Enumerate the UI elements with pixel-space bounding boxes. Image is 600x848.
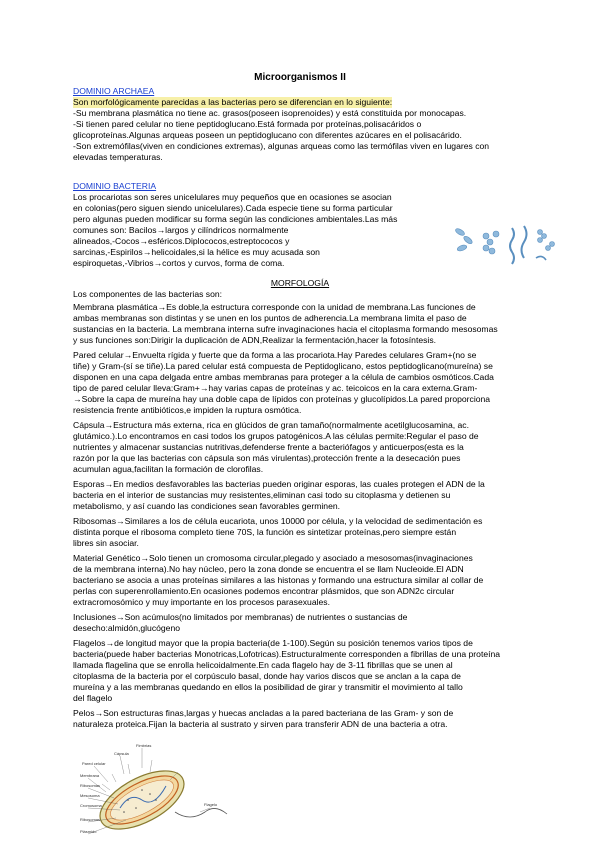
morfologia-line: desecho:almidón,glucógeno bbox=[73, 623, 181, 633]
figure-label: Flagelo bbox=[204, 802, 218, 807]
figure-label: Ribosomas bbox=[80, 783, 101, 788]
morfologia-line: →Sobre la capa de mureína hay una doble capa de lípidos con proteínas y glucolípidos.La pared proporciona bbox=[73, 394, 491, 404]
bacteria-line: alineados,-Cocos→esféricos.Diplococos,estreptococos y bbox=[73, 236, 290, 246]
morfologia-line: ambas membranas son distintas y se unen en los puntos de adherencia.La membrana limita el paso de bbox=[73, 313, 467, 323]
morfologia-line: glutámico.).Lo encontramos en casi todos los grupos patogénicos.A las células permite:Regular el paso de bbox=[73, 431, 479, 441]
archaea-heading[interactable]: DOMINIO ARCHAEA bbox=[73, 86, 155, 96]
morfologia-line: mureína y a las membranas quedando en ellos la posibilidad de girar y transmitir el movimiento al tallo bbox=[73, 682, 463, 692]
morfologia-line: naturaleza proteica.Fijan la bacteria al sustrato y sirven para transferir ADN de una bacteria a otra. bbox=[73, 719, 448, 729]
morfologia-line: disponen en una capa delgada entre ambas membranas para proteger a la célula de cambios osmóticos.Cada bbox=[73, 372, 494, 382]
morfologia-line: del flagelo bbox=[73, 693, 113, 703]
archaea-line: glicoproteínas.Algunas arqueas poseen un peptidoglucano con diferentes azúcares en el polisacárido. bbox=[73, 130, 462, 140]
morfologia-line: nutrientes y almacenar sustancias nutritivas,defenderse frente a bacteriófagos y anticuerpos(esta es la bbox=[73, 442, 464, 452]
morfologia-line: Pelos→Son estructuras finas,largas y huecas ancladas a la pared bacteriana de las Gram- y son de bbox=[73, 708, 454, 718]
morfologia-line: extracromosómico y muy importante en los procesos parasexuales. bbox=[73, 597, 330, 607]
bacteria-line: pero algunas pueden modificar su forma según las condiciones ambientales.Las más bbox=[73, 214, 398, 224]
morfologia-line: metabolismo, y así cuando las condiciones sean favorables germinen. bbox=[73, 501, 341, 511]
bacteria-line: sarcinas,-Espirilos→helicoidales,si la hélice es muy acusada son bbox=[73, 247, 320, 257]
figure-label: Pared celular bbox=[82, 761, 106, 766]
morfologia-line: bacteriano se asocia a unas proteínas similares a las histonas y formando una estructura similar al collar de bbox=[73, 575, 484, 585]
bacteria-line: Los procariotas son seres unicelulares muy pequeños que en ocasiones se asocian bbox=[73, 192, 392, 202]
bacteria-heading[interactable]: DOMINIO BACTERIA bbox=[73, 181, 157, 191]
page-title: Microorganismos II bbox=[254, 72, 346, 83]
bacteria-line: en colonias(pero siguen siendo unicelulares).Cada especie tiene su forma particular bbox=[73, 203, 393, 213]
morfologia-line: y sus funciones son:Dirigir la duplicación de ADN,Realizar la fermentación,hacer la fotosíntesis. bbox=[73, 335, 437, 345]
archaea-line: elevadas temperaturas. bbox=[73, 152, 163, 162]
bacteria-line: espiroquetas,-Vibrios→cortos y curvos, forma de coma. bbox=[73, 258, 285, 268]
morfologia-heading-text: MORFOLOGÍA bbox=[270, 278, 330, 288]
morfologia-line: bacteria en el interior de sustancias muy resistentes,eliminan casi todo su citoplasma y detienen su bbox=[73, 490, 451, 500]
bacteria-shapes-image bbox=[452, 218, 560, 278]
morfologia-line: Inclusiones→Son acúmulos(no limitados por membranas) de nutrientes o sustancias de bbox=[73, 612, 408, 622]
morfologia-line: perlas con superenrollamiento.En ocasiones podemos encontrar plásmidos, que son ADN2c circular bbox=[73, 586, 455, 596]
morfologia-line: acumulan agua,facilitan la formación de clorofilas. bbox=[73, 464, 264, 474]
morfologia-line: citoplasma de la bacteria por el corpúsculo basal, donde hay varios discos que se anclan a la capa de bbox=[73, 671, 461, 681]
archaea-line: -Su membrana plasmática no tiene ac. grasos(poseen isoprenoides) y está constituida por monocapas. bbox=[73, 108, 467, 118]
figure-label: Cápsula bbox=[114, 751, 129, 756]
morfologia-line: de la membrana interna).No hay núcleo, pero la zona donde se encuentra el se llam Nucleoide.El ADN bbox=[73, 564, 464, 574]
morfologia-line: Material Genético→Solo tienen un cromosoma circular,plegado y asociado a mesosomas(invaginaciones bbox=[73, 553, 473, 563]
morfologia-line: distinta porque el ribosoma completo tiene 70S, la función es sintetizar proteínas,pero siempre están bbox=[73, 527, 457, 537]
figure-label: Mesosoma bbox=[80, 793, 100, 798]
morfologia-line: Flagelos→de longitud mayor que la propia bacteria(de 1-100).Según su posición tenemos varios tipos de bbox=[73, 638, 473, 648]
figure-label: Fimbrias bbox=[136, 743, 152, 748]
morfologia-line: tiñe) y Gram-(sí se tiñe).La pared celular está compuesta de Peptidoglicano, estos peptidoglicano(mureína) se bbox=[73, 361, 493, 371]
figure-label: Membrana bbox=[80, 773, 100, 778]
figure-label: Ribosomas bbox=[80, 817, 101, 822]
morfologia-heading bbox=[0, 278, 600, 288]
morfologia-line: Cápsula→Estructura más externa, rica en glúcidos de gran tamaño(normalmente acetilglucosamina, ac. bbox=[73, 420, 469, 430]
morfologia-line: Ribosomas→Similares a los de célula eucariota, unos 10000 por célula, y la velocidad de sedimentación es bbox=[73, 516, 483, 526]
morfologia-line: razón por la que las bacterias con cápsula son más virulentas),protección frente a la desecación pues bbox=[73, 453, 461, 463]
bacteria-line: comunes son: Bacilos→largos y cilíndricos normalmente bbox=[73, 225, 289, 235]
morfologia-line: llamada flagelina que se enrolla helicoidalmente.En cada flagelo hay de 3-11 fibrillas que se unen al bbox=[73, 660, 453, 670]
morfologia-line: tipo de pared celular lleva:Gram+→hay varias capas de proteínas y ac. teicoicos en la cara externa.Gram- bbox=[73, 383, 478, 393]
morfologia-line: Esporas→En medios desfavorables las bacterias pueden originar esporas, las cuales protegen el ADN de la bbox=[73, 479, 485, 489]
archaea-line: -Son extremófilas(viven en condiciones extremas), algunas arqueas como las termófilas viven en lugares con bbox=[73, 141, 490, 151]
morfologia-line: resistencia frente antibióticos,e impiden la ruptura osmótica. bbox=[73, 405, 302, 415]
figure-label: Plásmido bbox=[80, 829, 97, 834]
archaea-line: Son morfológicamente parecidas a las bacterias pero se diferencian en lo siguiente: bbox=[73, 97, 393, 107]
morfologia-line: libres sin asociar. bbox=[73, 538, 139, 548]
morfologia-line: Membrana plasmática→Es doble,la estructura corresponde con la unidad de membrana.Las funciones de bbox=[73, 302, 476, 312]
morfologia-line: bacteria(puede haber bacterias Monotricas,Lofotricas).Estructuralmente corresponden a fibrillas de una proteína bbox=[73, 649, 501, 659]
figure-label: Cromosoma bbox=[80, 803, 102, 808]
flagellum-shape bbox=[175, 808, 227, 817]
morfologia-line: sustancias en la bacteria. La membrana interna sufre invaginaciones hacia el citoplasma formando mesosomas bbox=[73, 324, 498, 334]
morfologia-line: Pared celular→Envuelta rígida y fuerte que da forma a las procariota.Hay Paredes celulares Gram+(no se bbox=[73, 350, 477, 360]
archaea-line: -Si tienen pared celular no tiene peptidoglucano.Está formada por proteínas,polisacáridos o bbox=[73, 119, 422, 129]
bacterial-cell-diagram bbox=[80, 742, 230, 844]
morfologia-intro: Los componentes de las bacterias son: bbox=[73, 289, 223, 299]
